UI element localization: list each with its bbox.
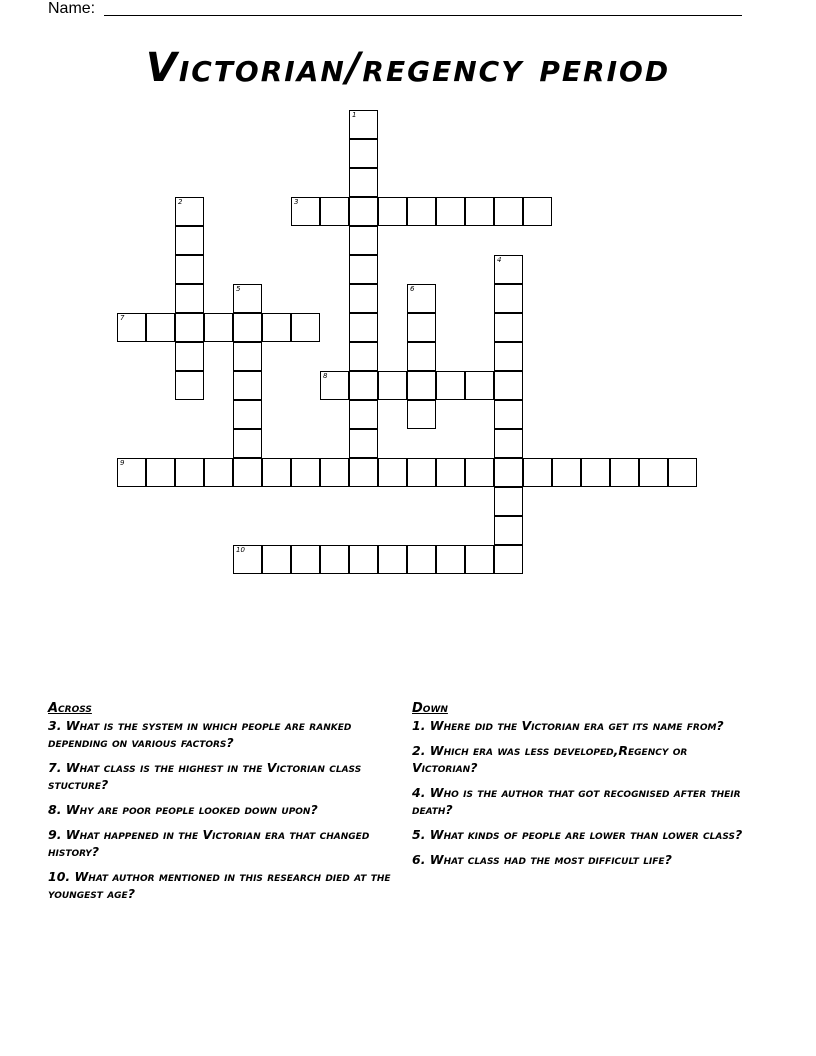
grid-cell[interactable]: [494, 487, 523, 516]
grid-cell[interactable]: [378, 197, 407, 226]
grid-cell[interactable]: [262, 313, 291, 342]
grid-cell[interactable]: [581, 458, 610, 487]
grid-cell[interactable]: [349, 110, 378, 139]
grid-cell[interactable]: [407, 371, 436, 400]
grid-cell[interactable]: [291, 458, 320, 487]
across-clues: [48, 700, 408, 910]
grid-cell[interactable]: [552, 458, 581, 487]
grid-cell[interactable]: [349, 429, 378, 458]
clue-number: 7: [120, 314, 125, 322]
grid-cell[interactable]: [233, 429, 262, 458]
grid-cell[interactable]: [523, 197, 552, 226]
clue-down-6: 6. What class had the most difficult life?: [412, 852, 672, 867]
grid-cell[interactable]: [436, 545, 465, 574]
grid-cell[interactable]: [320, 458, 349, 487]
clue-across-10: 10. What author mentioned in this research died at the youngest age?: [48, 869, 391, 901]
grid-cell[interactable]: [349, 371, 378, 400]
grid-cell[interactable]: [175, 371, 204, 400]
grid-cell[interactable]: [349, 168, 378, 197]
clue-across-3: 3. What is the system in which people are ranked depending on various factors?: [48, 718, 352, 750]
grid-cell[interactable]: [494, 313, 523, 342]
grid-cell[interactable]: [407, 313, 436, 342]
grid-cell[interactable]: [610, 458, 639, 487]
grid-cell[interactable]: [349, 313, 378, 342]
grid-cell[interactable]: [407, 342, 436, 371]
clue-down-4: 4. Who is the author that got recognised after their death?: [412, 785, 741, 817]
grid-cell[interactable]: [494, 429, 523, 458]
grid-cell[interactable]: [494, 371, 523, 400]
grid-cell[interactable]: [262, 458, 291, 487]
grid-cell[interactable]: [465, 197, 494, 226]
grid-cell[interactable]: [175, 458, 204, 487]
grid-cell[interactable]: [407, 400, 436, 429]
clue-across-9: 9. What happened in the Victorian era that changed history?: [48, 827, 370, 859]
clue-down-2: 2. Which era was less developed,Regency or Victorian?: [412, 743, 688, 775]
grid-cell[interactable]: [465, 545, 494, 574]
name-underline[interactable]: [104, 15, 742, 16]
clue-number: 3: [294, 198, 299, 206]
grid-cell[interactable]: [436, 458, 465, 487]
grid-cell[interactable]: [407, 197, 436, 226]
grid-cell[interactable]: [175, 226, 204, 255]
grid-cell[interactable]: [291, 313, 320, 342]
grid-cell[interactable]: [639, 458, 668, 487]
grid-cell[interactable]: [117, 313, 146, 342]
grid-cell[interactable]: [320, 371, 349, 400]
grid-cell[interactable]: [175, 342, 204, 371]
page-title: Victorian/regency period: [145, 45, 671, 91]
grid-cell[interactable]: [378, 371, 407, 400]
clue-down-1: 1. Where did the Victorian era get its name from?: [412, 718, 724, 733]
grid-cell[interactable]: [320, 197, 349, 226]
grid-cell[interactable]: [407, 458, 436, 487]
grid-cell[interactable]: [407, 545, 436, 574]
grid-cell[interactable]: [349, 545, 378, 574]
clue-number: 10: [236, 546, 245, 554]
down-heading: Down: [412, 701, 448, 716]
clue-number: 2: [178, 198, 183, 206]
grid-cell[interactable]: [436, 197, 465, 226]
grid-cell[interactable]: [204, 458, 233, 487]
grid-cell[interactable]: [291, 545, 320, 574]
grid-cell[interactable]: [465, 371, 494, 400]
grid-cell[interactable]: [175, 313, 204, 342]
grid-cell[interactable]: [117, 458, 146, 487]
grid-cell[interactable]: [233, 284, 262, 313]
grid-cell[interactable]: [349, 342, 378, 371]
grid-cell[interactable]: [204, 313, 233, 342]
grid-cell[interactable]: [668, 458, 697, 487]
grid-cell[interactable]: [494, 342, 523, 371]
grid-cell[interactable]: [407, 284, 436, 313]
grid-cell[interactable]: [349, 284, 378, 313]
grid-cell[interactable]: [233, 400, 262, 429]
clue-number: 6: [410, 285, 415, 293]
grid-cell[interactable]: [378, 458, 407, 487]
grid-cell[interactable]: [175, 284, 204, 313]
clue-number: 1: [352, 111, 357, 119]
clue-number: 4: [497, 256, 502, 264]
grid-cell[interactable]: [349, 226, 378, 255]
grid-cell[interactable]: [494, 458, 523, 487]
clue-across-7: 7. What class is the highest in the Victorian class stucture?: [48, 760, 362, 792]
grid-cell[interactable]: [146, 313, 175, 342]
grid-cell[interactable]: [233, 313, 262, 342]
grid-cell[interactable]: [233, 458, 262, 487]
grid-cell[interactable]: [494, 197, 523, 226]
grid-cell[interactable]: [349, 255, 378, 284]
grid-cell[interactable]: [233, 371, 262, 400]
clue-across-8: 8. Why are poor people looked down upon?: [48, 802, 318, 817]
grid-cell[interactable]: [349, 458, 378, 487]
grid-cell[interactable]: [320, 545, 349, 574]
grid-cell[interactable]: [494, 516, 523, 545]
clue-number: 9: [120, 459, 125, 467]
grid-cell[interactable]: [146, 458, 175, 487]
grid-cell[interactable]: [262, 545, 291, 574]
grid-cell[interactable]: [494, 400, 523, 429]
clue-down-5: 5. What kinds of people are lower than lower class?: [412, 827, 743, 842]
clue-number: 8: [323, 372, 328, 380]
grid-cell[interactable]: [233, 545, 262, 574]
grid-cell[interactable]: [494, 255, 523, 284]
grid-cell[interactable]: [523, 458, 552, 487]
clue-number: 5: [236, 285, 241, 293]
grid-cell[interactable]: [175, 197, 204, 226]
grid-cell[interactable]: [349, 139, 378, 168]
grid-cell[interactable]: [349, 197, 378, 226]
grid-cell[interactable]: [175, 255, 204, 284]
grid-cell[interactable]: [494, 545, 523, 574]
grid-cell[interactable]: [436, 371, 465, 400]
grid-cell[interactable]: [465, 458, 494, 487]
across-heading: Across: [48, 701, 92, 716]
grid-cell[interactable]: [291, 197, 320, 226]
grid-cell[interactable]: [349, 400, 378, 429]
name-label: Name:: [48, 0, 96, 17]
grid-cell[interactable]: [233, 342, 262, 371]
grid-cell[interactable]: [378, 545, 407, 574]
grid-cell[interactable]: [494, 284, 523, 313]
down-clues: [412, 700, 752, 876]
